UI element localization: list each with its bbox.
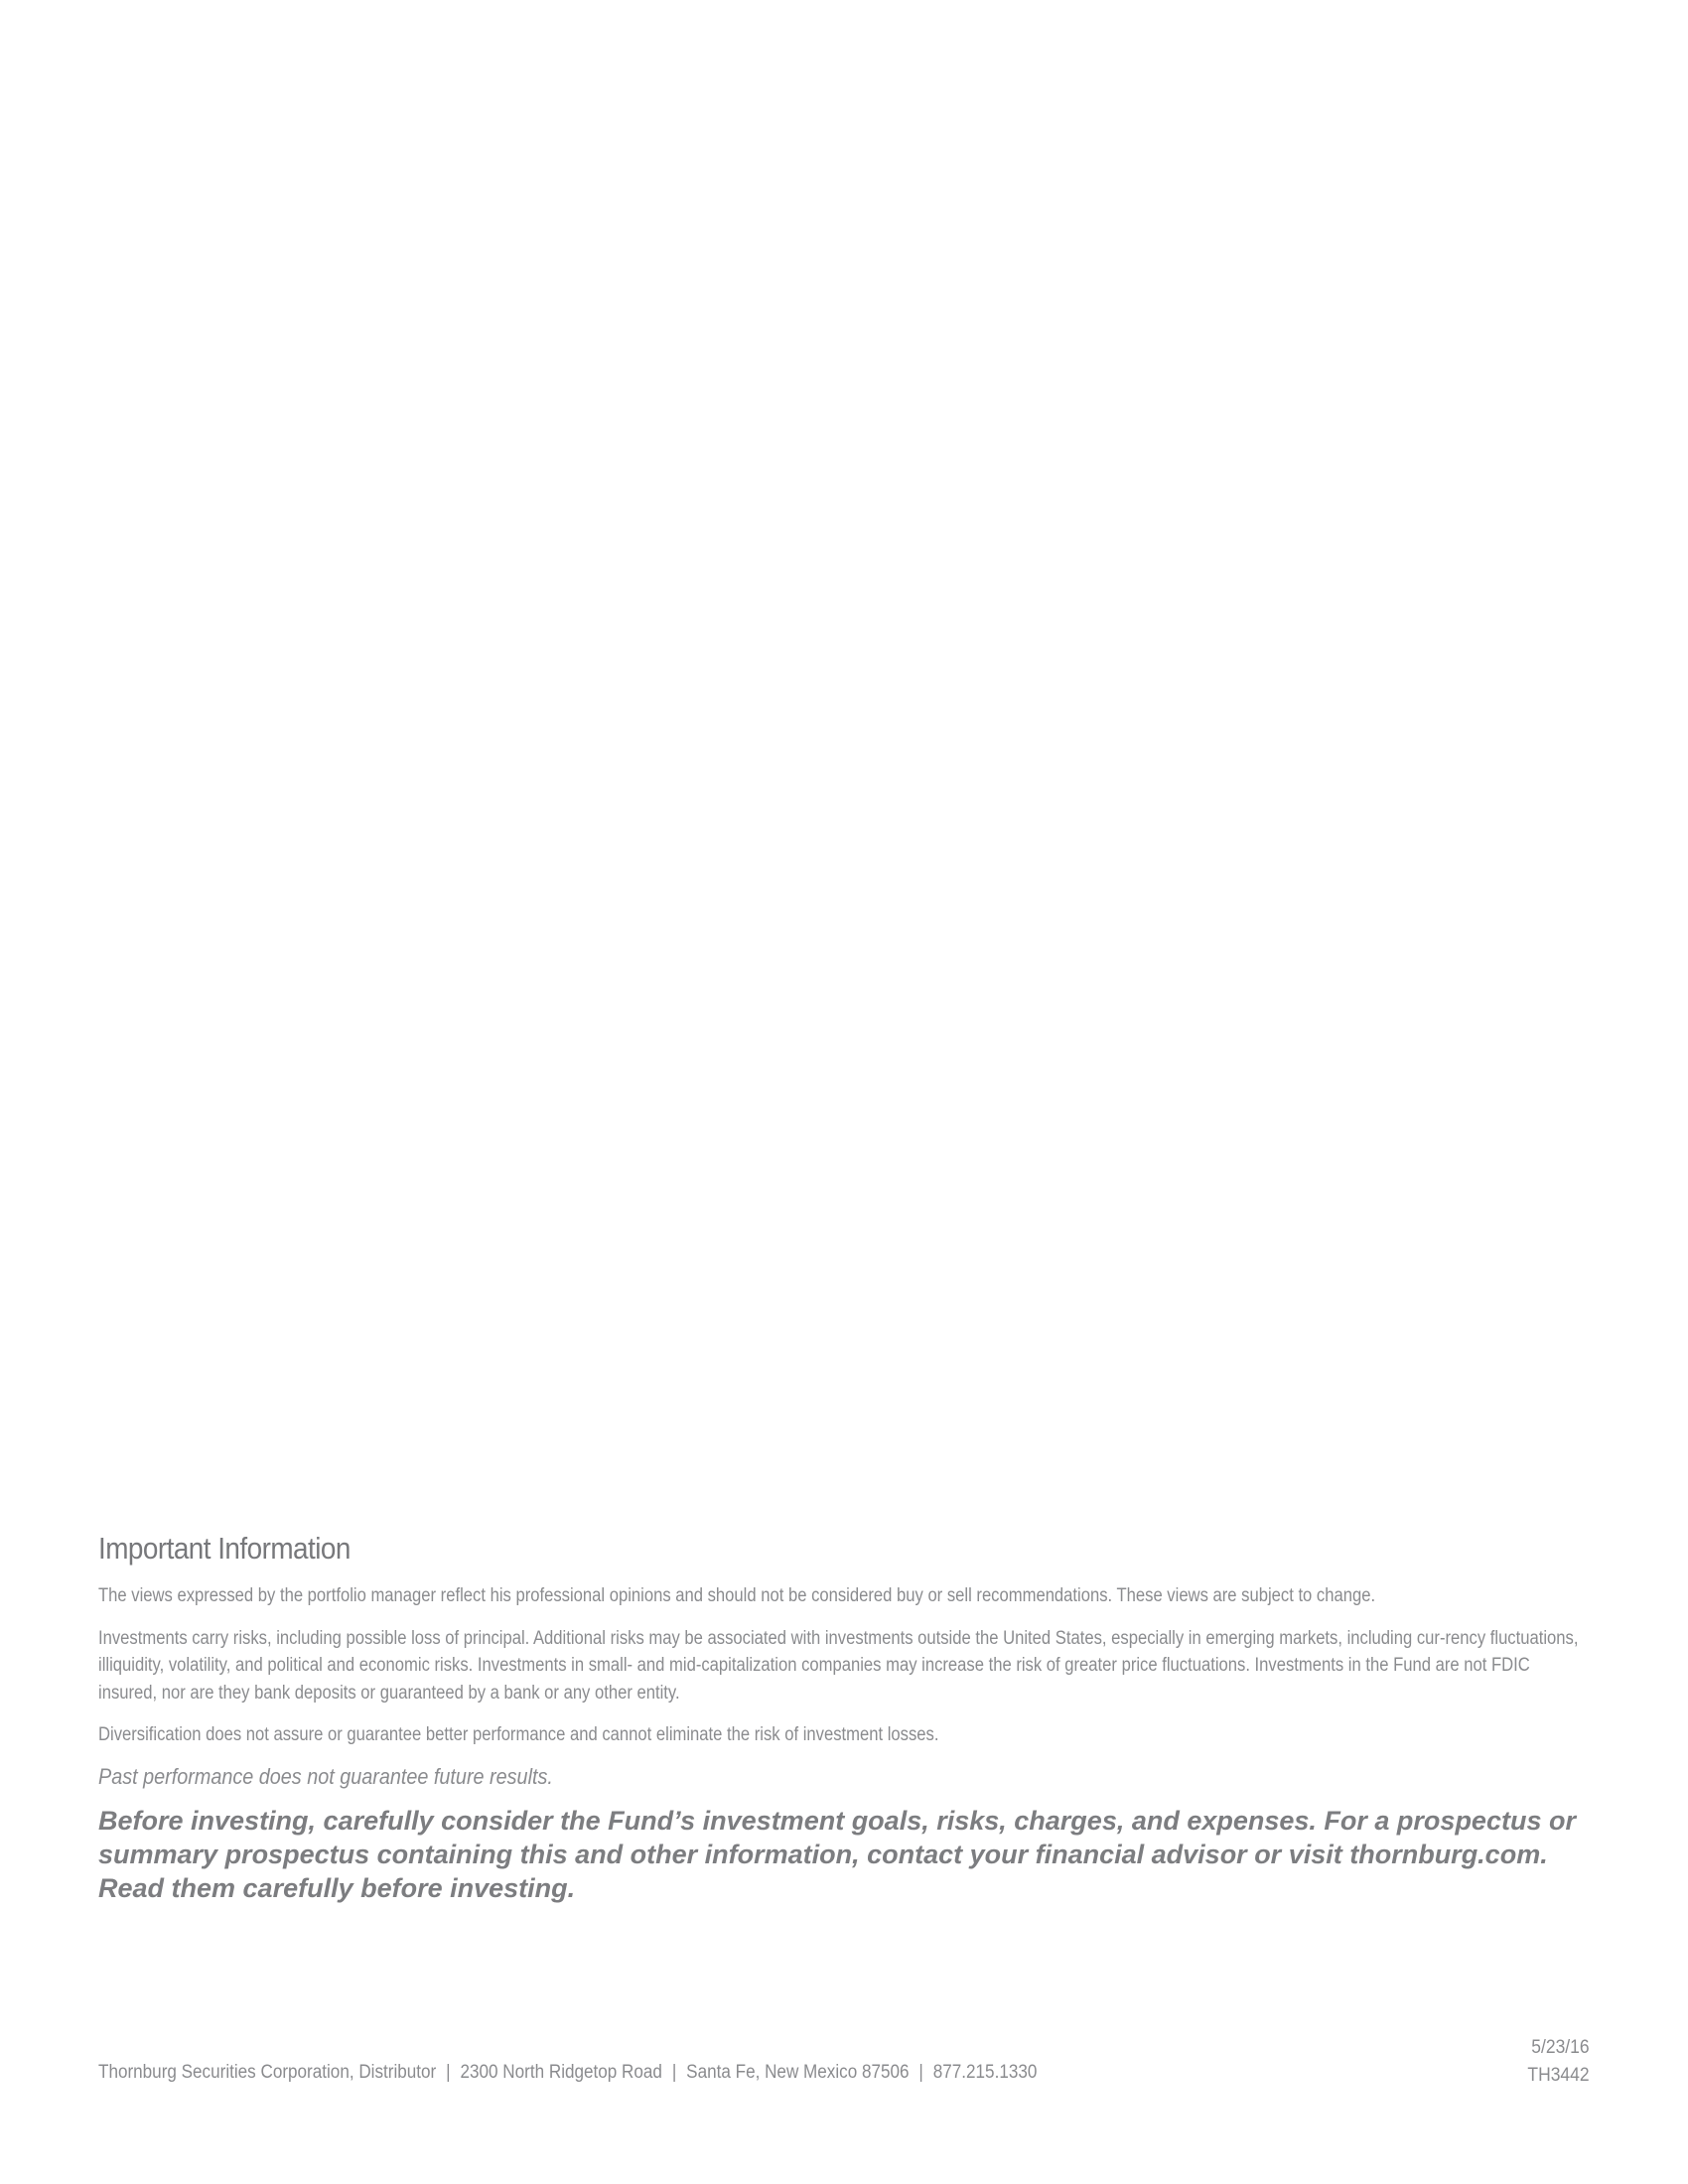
important-information-section — [98, 1531, 1588, 1905]
document-date: 5/23/16 — [1531, 2037, 1590, 2058]
section-heading: Important Information — [98, 1531, 351, 1566]
diversification-paragraph: Diversification does not assure or guarantee better performance and cannot eliminate the risk of investment losses. — [98, 1724, 939, 1745]
prospectus-notice: Before investing, carefully consider the Fund’s investment goals, risks, charges, and expenses. For a prospectus or summary prospectus containing this and other information, contact your financial advisor or visit thornburg.com. Read them carefully before investing. — [98, 1805, 1576, 1903]
footer-separator: | — [671, 2062, 677, 2083]
document-code: TH3442 — [1527, 2065, 1590, 2086]
document-meta — [1528, 2034, 1590, 2090]
city-state-zip: Santa Fe, New Mexico 87506 — [686, 2062, 910, 2083]
phone-number: 877.215.1330 — [932, 2062, 1038, 2083]
footer-separator: | — [918, 2062, 923, 2083]
views-disclaimer-paragraph: The views expressed by the portfolio manager reflect his professional opinions and should not be considered buy or sell recommendations. These views are subject to change. — [98, 1585, 1376, 1606]
footer-separator: | — [446, 2062, 451, 2083]
distributor-name: Thornburg Securities Corporation, Distributor — [98, 2062, 437, 2083]
past-performance-note: Past performance does not guarantee future results. — [98, 1763, 553, 1789]
footer-contact-line — [98, 2062, 1037, 2084]
risk-disclosure-paragraph: Investments carry risks, including possible loss of principal. Additional risks may be associated with investments outside the United States, especially in emerging markets, including cur-rency fluctuations, illiquidity, volatility, and political and economic risks. Investments in small- and mid-capitalization companies may increase the risk of greater price fluctuations. Investments in the Fund are not FDIC insured, nor are they bank deposits or guaranteed by a bank or any other entity. — [98, 1627, 1579, 1704]
street-address: 2300 North Ridgetop Road — [460, 2062, 662, 2083]
